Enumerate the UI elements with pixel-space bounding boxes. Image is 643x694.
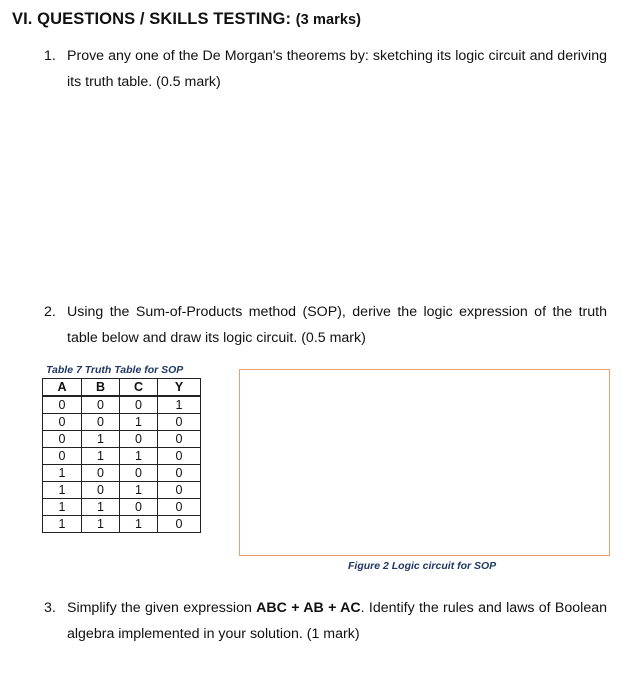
question-number: 3. [44, 600, 56, 616]
table-cell: 0 [158, 499, 201, 516]
column-header: A [43, 379, 82, 397]
question-2 [44, 299, 607, 351]
table-cell: 1 [120, 516, 158, 533]
table-row [43, 414, 201, 431]
table-row [43, 465, 201, 482]
table-cell: 1 [43, 516, 82, 533]
table-cell: 0 [158, 414, 201, 431]
table-cell: 1 [82, 516, 120, 533]
question-number: 1. [44, 48, 56, 64]
figure-caption: Figure 2 Logic circuit for SOP [348, 560, 497, 572]
table-cell: 0 [82, 414, 120, 431]
table-cell: 1 [120, 414, 158, 431]
column-header: C [120, 379, 158, 397]
table-cell: 1 [120, 448, 158, 465]
table-cell: 0 [158, 448, 201, 465]
boolean-expression: ABC + AB + AC [256, 600, 361, 616]
column-header: B [82, 379, 120, 397]
table-cell: 0 [82, 482, 120, 499]
table-cell: 0 [158, 465, 201, 482]
table-cell: 0 [82, 396, 120, 414]
table-cell: 1 [120, 482, 158, 499]
column-header: Y [158, 379, 201, 397]
table-cell: 0 [120, 499, 158, 516]
truth-table-body [43, 396, 201, 533]
table-cell: 0 [43, 448, 82, 465]
table-header-row [43, 379, 201, 397]
table-row [43, 482, 201, 499]
table-cell: 0 [158, 516, 201, 533]
section-title: VI. QUESTIONS / SKILLS TESTING: [12, 10, 292, 28]
question-3 [44, 595, 607, 647]
table-cell: 0 [43, 414, 82, 431]
question-text [67, 595, 607, 647]
table-row [43, 516, 201, 533]
table-cell: 0 [43, 396, 82, 414]
table-cell: 1 [82, 499, 120, 516]
table-row [43, 396, 201, 414]
table-cell: 1 [158, 396, 201, 414]
table-cell: 1 [43, 499, 82, 516]
section-marks: (3 marks) [295, 12, 362, 28]
table-cell: 0 [120, 465, 158, 482]
table-cell: 1 [43, 482, 82, 499]
table-cell: 0 [120, 431, 158, 448]
table-caption: Table 7 Truth Table for SOP [46, 364, 184, 376]
table-cell: 0 [120, 396, 158, 414]
table-cell: 1 [43, 465, 82, 482]
question-1 [44, 43, 607, 95]
table-cell: 1 [82, 448, 120, 465]
question-text: Using the Sum-of-Products method (SOP), derive the logic expression of the truth table below and draw its logic circuit. (0.5 mark) [67, 304, 607, 346]
logic-circuit-drawing-area [239, 369, 610, 556]
question-number: 2. [44, 304, 56, 320]
table-row [43, 499, 201, 516]
table-row [43, 448, 201, 465]
question-text-after: . Identify the rules and laws of Boolean algebra implemented in your solution. (1 mark) [67, 600, 607, 642]
table-cell: 0 [43, 431, 82, 448]
table-cell: 0 [158, 482, 201, 499]
table-row [43, 431, 201, 448]
section-heading [12, 10, 361, 29]
question-text: Prove any one of the De Morgan's theorems by: sketching its logic circuit and deriving its truth table. (0.5 mark) [67, 48, 607, 90]
table-cell: 0 [82, 465, 120, 482]
table-cell: 1 [82, 431, 120, 448]
question-text-before: Simplify the given expression [67, 600, 257, 616]
truth-table [42, 378, 201, 533]
table-cell: 0 [158, 431, 201, 448]
